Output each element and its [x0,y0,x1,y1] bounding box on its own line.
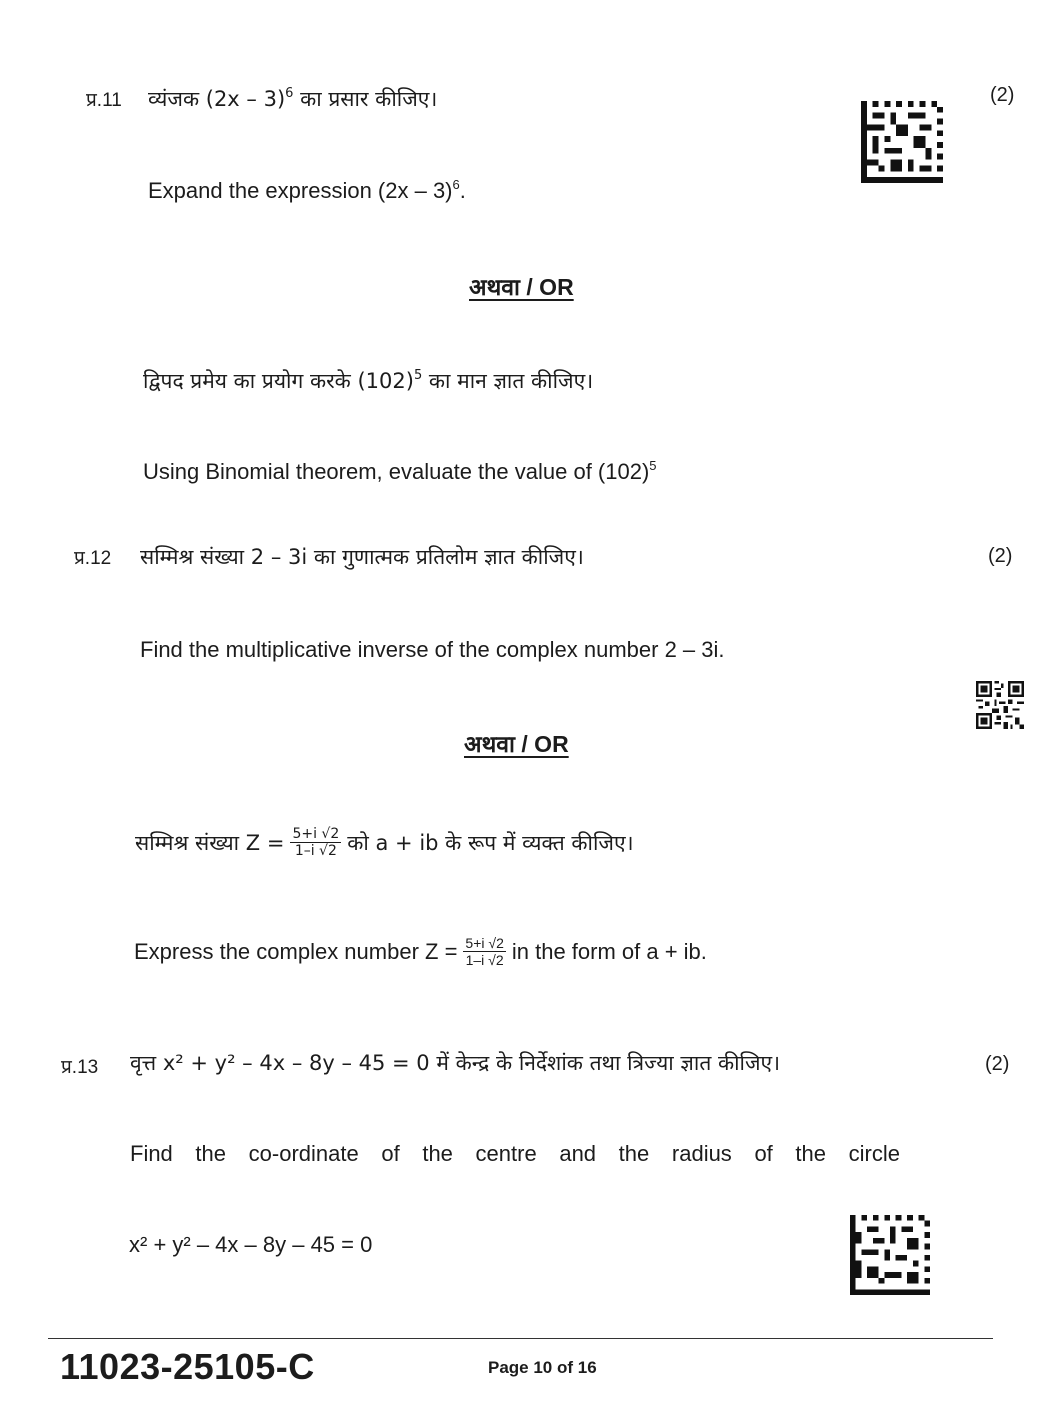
q12-or-divider: अथवा / OR [464,731,569,757]
q13-equation: x² + y² – 4x – 8y – 45 = 0 [129,1232,373,1257]
q11-alt-english-question: Using Binomial theorem, evaluate the value of $(102)^5$ [143,458,657,484]
q13-marks: (2) [985,1053,1010,1075]
datamatrix-code-bottom [850,1214,930,1296]
q13-english-question: Find the co-ordinate of the centre and the radius of the circle [130,1141,900,1166]
q12-english-question: Find the multiplicative inverse of the complex number 2 – 3i. [140,637,725,662]
paper-code: 11023-25105-C [60,1346,315,1387]
datamatrix-code-top [861,100,943,184]
q12-alt-hindi-question: सम्मिश्र संख्या Z = $\frac{5+i √2}{1-i √2}$ को a + ib के रूप में व्यक्त कीजिए। [135,826,634,860]
q11-hindi-question: व्यंजक (2x – 3)$^6$ का प्रसार कीजिए। [148,86,438,111]
q11-or-divider: अथवा / OR [469,274,574,300]
footer-rule [48,1338,993,1339]
q12-alt-english-question: Express the complex number Z = $\frac{5+i √2}{1-i √2}$ in the form of a + ib. [134,935,707,969]
page-number: Page 10 of 16 [488,1358,597,1377]
q13-number: प्र.13 [61,1057,99,1078]
q13-hindi-question: वृत्त x² + y² – 4x – 8y – 45 = 0 में केन्द्र के निर्देशांक तथा त्रिज्या ज्ञात कीजिए। [130,1051,781,1075]
q11-alt-hindi-question: द्विपद प्रमेय का प्रयोग करके $(102)^5$ का मान ज्ञात कीजिए। [143,368,594,393]
qr-code-small [975,681,1025,729]
q12-hindi-question: सम्मिश्र संख्या 2 – 3i का गुणात्मक प्रतिलोम ज्ञात कीजिए। [140,545,584,569]
q11-number: प्र.11 [86,90,122,111]
z-fraction-hindi: $\frac{5+i √2}{1-i √2}$ [292,826,340,860]
q11-english-question: Expand the expression (2x – 3)$^6$. [148,177,466,203]
z-fraction-english: $\frac{5+i √2}{1-i √2}$ [465,935,504,969]
q12-number: प्र.12 [74,548,112,569]
q12-marks: (2) [988,545,1013,567]
q11-marks: (2) [990,84,1015,106]
